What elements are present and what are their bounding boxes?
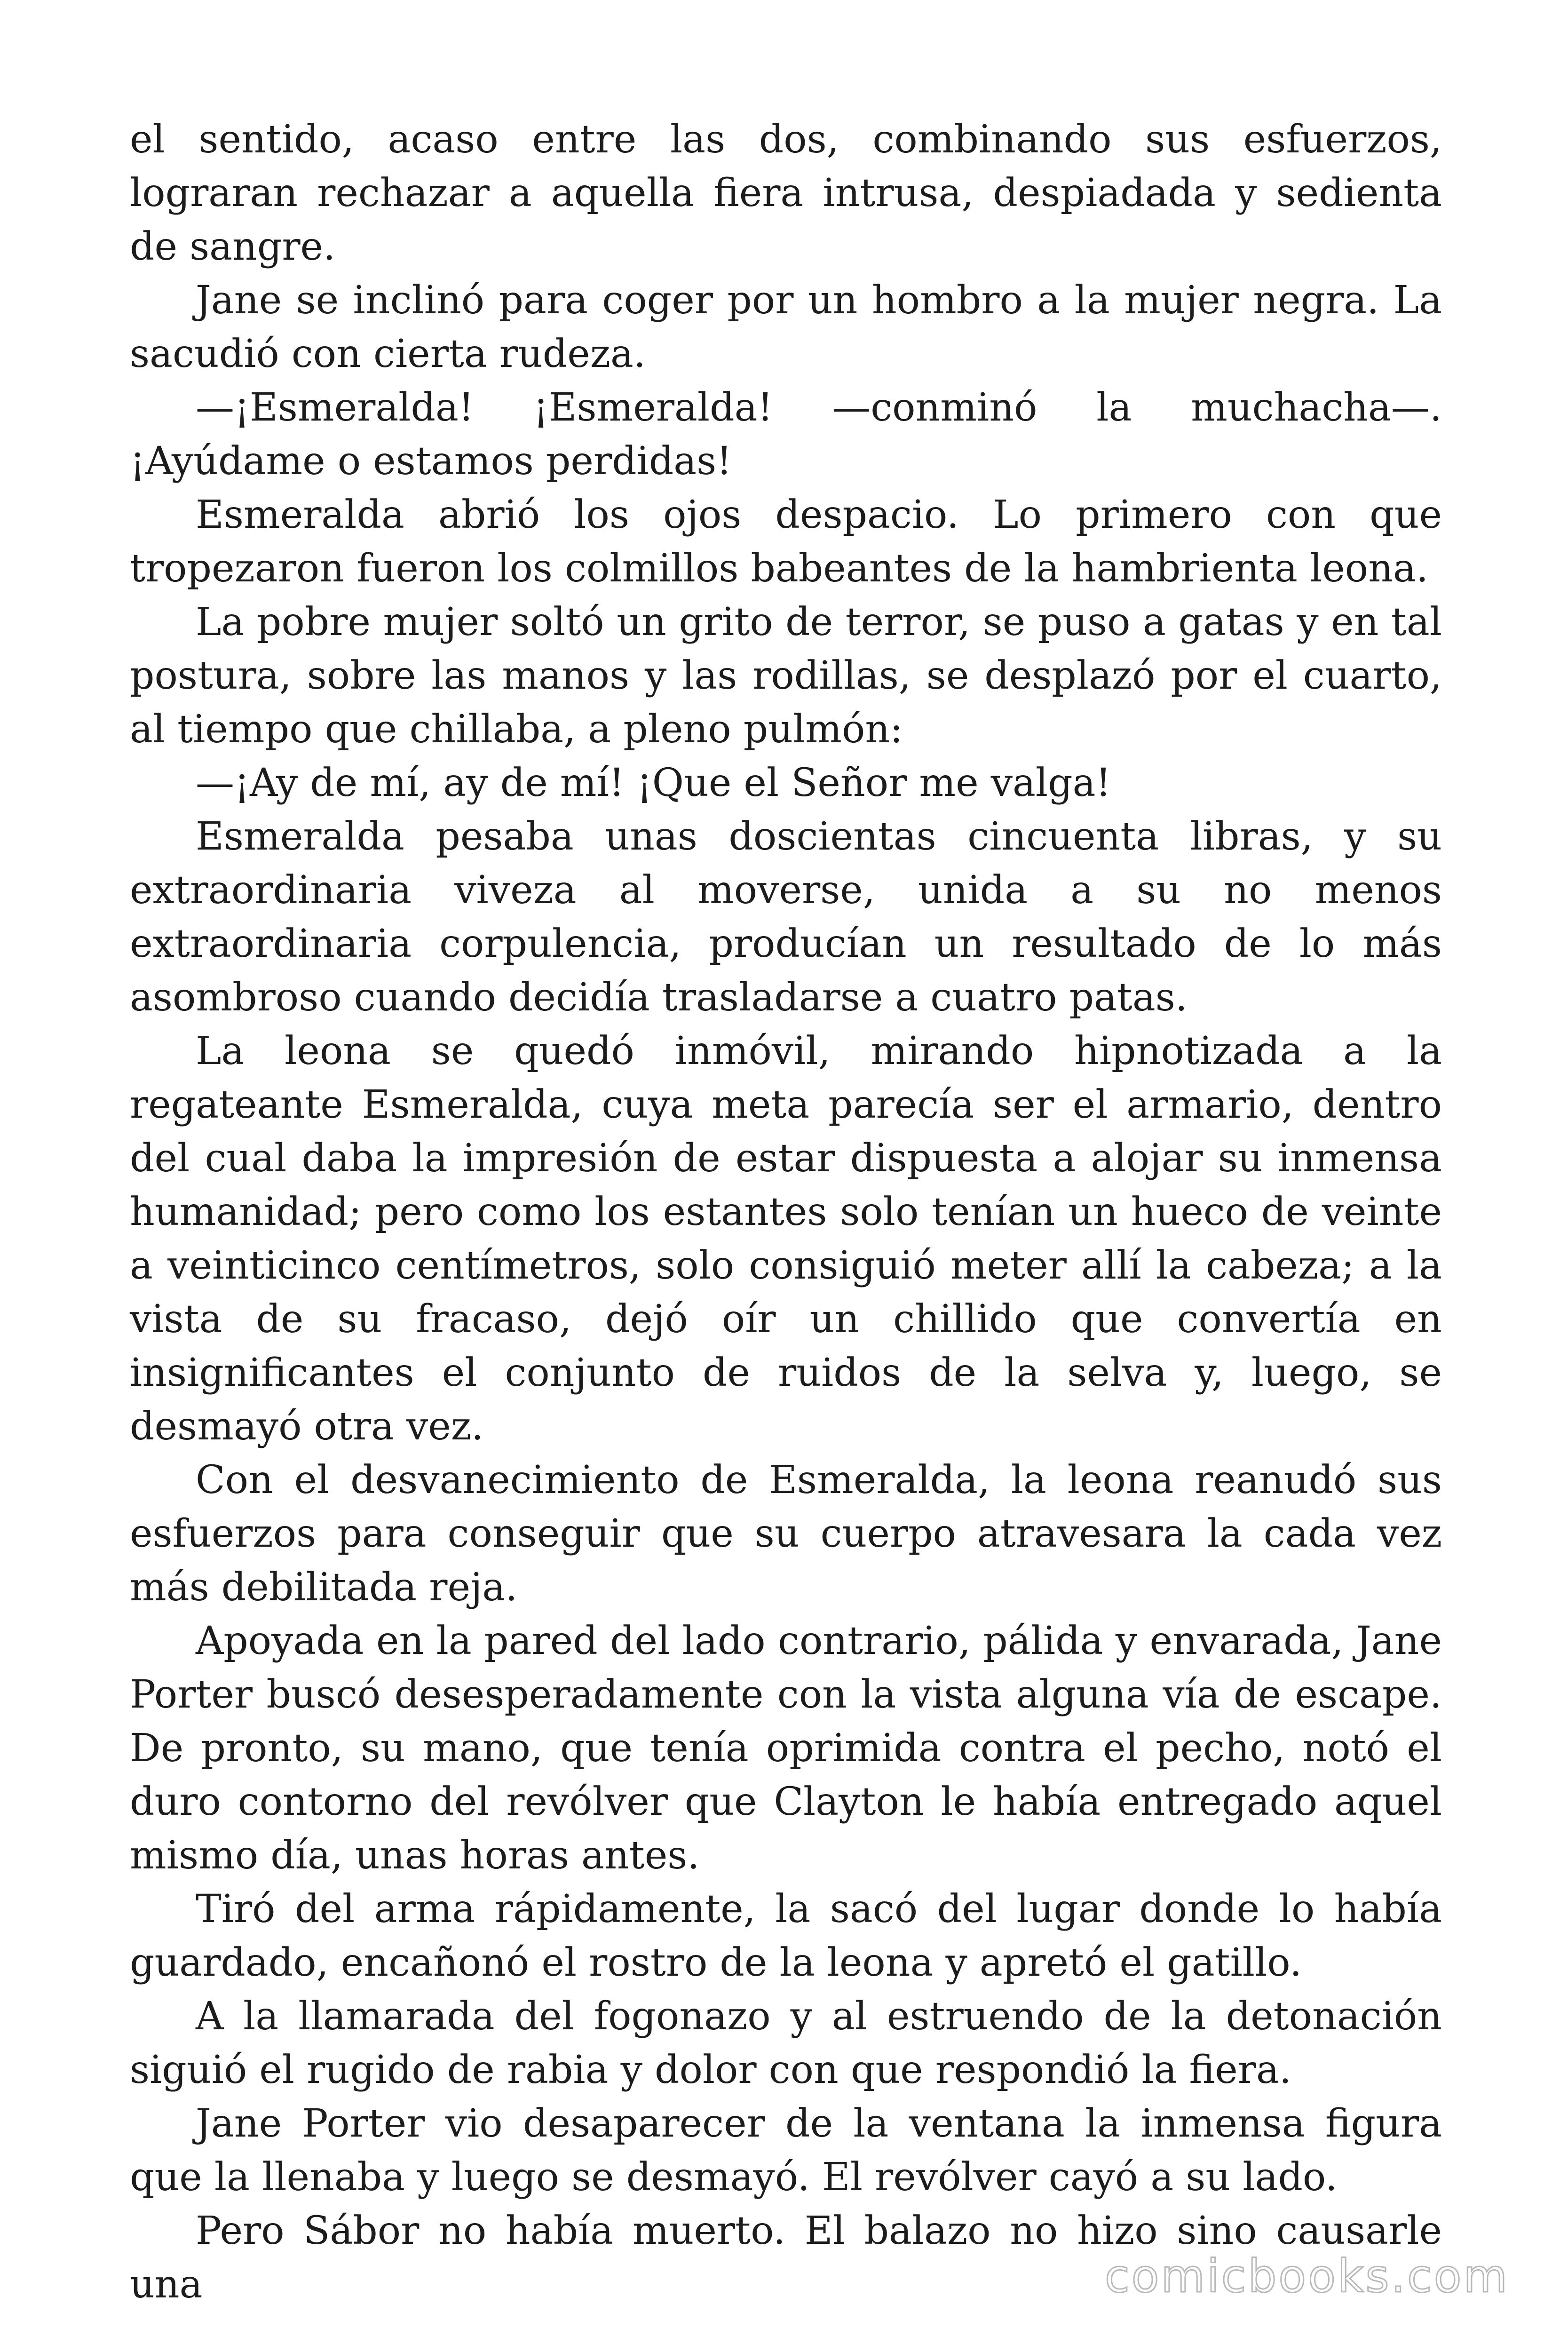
paragraph: Jane Porter vio desaparecer de la ventana la inmensa figura que la llenaba y luego se desmayó. El revólver cayó a su lado. xyxy=(130,2101,1442,2200)
paragraph: La pobre mujer soltó un grito de terror, se puso a gatas y en tal postura, sobre las manos y las rodillas, se desplazó por el cuarto, al tiempo que chillaba, a pleno pulmón: xyxy=(130,600,1442,752)
paragraph: Pero Sábor no había muerto. El balazo no hizo sino causarle una xyxy=(130,2209,1442,2307)
paragraph: —¡Ay de mí, ay de mí! ¡Que el Señor me valga! xyxy=(196,761,1111,805)
watermark: comicbooks.com xyxy=(1104,2250,1509,2303)
paragraph: Con el desvanecimiento de Esmeralda, la leona reanudó sus esfuerzos para conseguir que su cuerpo atravesara la cada vez más debilitada reja. xyxy=(130,1458,1442,1610)
paragraph: A la llamarada del fogonazo y al estruendo de la detonación siguió el rugido de rabia y dolor con que respondió la fiera. xyxy=(130,1994,1442,2092)
paragraph: La leona se quedó inmóvil, mirando hipnotizada a la regateante Esmeralda, cuya meta parecía ser el armario, dentro del cual daba la impresión de estar dispuesta a alojar su inmensa humanidad; pero como los estantes solo tenían un hueco de veinte a veinticinco centímetros, solo consiguió meter allí la cabeza; a la vista de su fracaso, dejó oír un chillido que convertía en insignificantes el conjunto de ruidos de la selva y, luego, se desmayó otra vez. xyxy=(130,1029,1442,1449)
paragraph: Esmeralda pesaba unas doscientas cincuenta libras, y su extraordinaria viveza al moverse, unida a su no menos extraordinaria corpulencia, producían un resultado de lo más asombroso cuando decidía trasladarse a cuatro patas. xyxy=(130,814,1442,1020)
paragraph: Esmeralda abrió los ojos despacio. Lo primero con que tropezaron fueron los colmillos babeantes de la hambrienta leona. xyxy=(130,493,1442,591)
paragraph: —¡Esmeralda! ¡Esmeralda! —conminó la muchacha—. ¡Ayúdame o estamos perdidas! xyxy=(130,385,1442,484)
paragraph: Apoyada en la pared del lado contrario, pálida y envarada, Jane Porter buscó desesperadamente con la vista alguna vía de escape. De pronto, su mano, que tenía oprimida contra el pecho, notó el duro contorno del revólver que Clayton le había entregado aquel mismo día, unas horas antes. xyxy=(130,1619,1442,1878)
page-text xyxy=(130,113,1442,2312)
paragraph: Tiró del arma rápidamente, la sacó del lugar donde lo había guardado, encañonó el rostro de la leona y apretó el gatillo. xyxy=(130,1887,1442,1985)
paragraph: el sentido, acaso entre las dos, combinando sus esfuerzos, lograran rechazar a aquella fiera intrusa, despiadada y sedienta de sangre. xyxy=(130,117,1442,269)
paragraph: Jane se inclinó para coger por un hombro a la mujer negra. La sacudió con cierta rudeza. xyxy=(130,278,1442,376)
